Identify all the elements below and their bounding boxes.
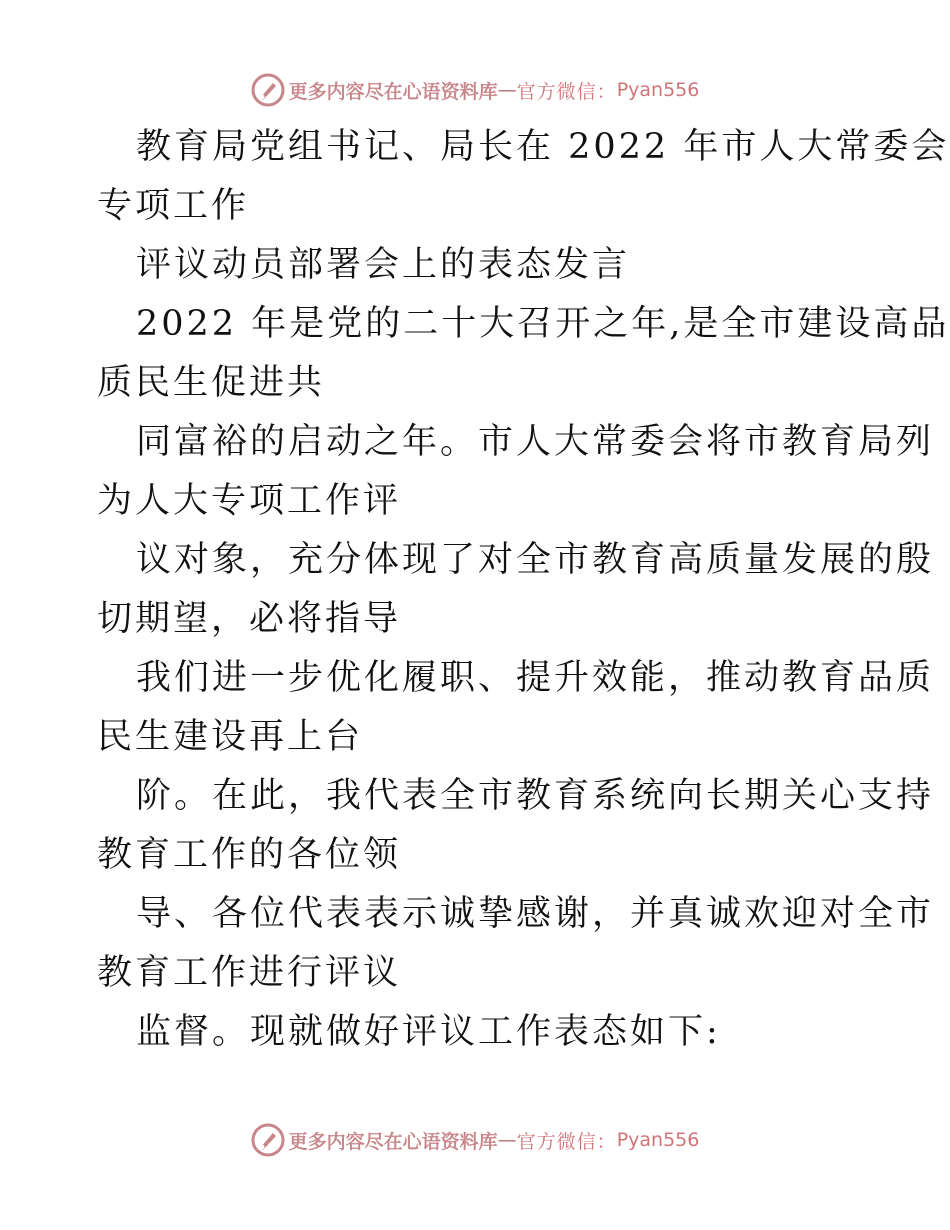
watermark-wechat-label: 官方微信： <box>516 1130 617 1153</box>
text-line: 我们进一步优化履职、提升效能，推动教育品质 <box>136 658 935 698</box>
text-line: 监督。现就做好评议工作表态如下: <box>136 1012 721 1052</box>
text-line: 切期望，必将指导 <box>97 599 402 639</box>
quill-logo-icon <box>251 73 285 107</box>
watermark-handle: Pyan556 <box>616 1129 700 1151</box>
text-line: 为人大专项工作评 <box>97 481 402 521</box>
text-line: 阶。在此，我代表全市教育系统向长期关心支持 <box>136 776 935 816</box>
watermark-dash: — <box>497 1129 517 1151</box>
text-line: 导、各位代表表示诚挚感谢，并真诚欢迎对全市 <box>136 894 935 934</box>
text-line: 专项工作 <box>97 186 250 226</box>
watermark-main-text: 更多内容尽在心语资料库 <box>288 80 498 103</box>
text-line: 民生建设再上台 <box>97 717 364 757</box>
text-line: 议对象，充分体现了对全市教育高质量发展的殷 <box>136 540 935 580</box>
text-line: 2022 年是党的二十大召开之年,是全市建设高品 <box>136 304 950 344</box>
text-line: 教育工作进行评议 <box>97 953 402 993</box>
text-line: 同富裕的启动之年。市人大常委会将市教育局列 <box>136 422 935 462</box>
watermark-dash: — <box>497 79 517 101</box>
footer-watermark <box>0 1120 950 1160</box>
document-body <box>97 118 950 1062</box>
text-line: 教育局党组书记、局长在 2022 年市人大常委会 <box>136 127 950 167</box>
text-line: 教育工作的各位领 <box>97 835 402 875</box>
text-line: 质民生促进共 <box>97 363 326 403</box>
watermark-handle: Pyan556 <box>616 79 700 101</box>
header-watermark <box>0 70 950 110</box>
quill-logo-icon <box>251 1123 285 1157</box>
text-line: 评议动员部署会上的表态发言 <box>136 245 631 285</box>
watermark-wechat-label: 官方微信： <box>516 80 617 103</box>
watermark-main-text: 更多内容尽在心语资料库 <box>288 1130 498 1153</box>
